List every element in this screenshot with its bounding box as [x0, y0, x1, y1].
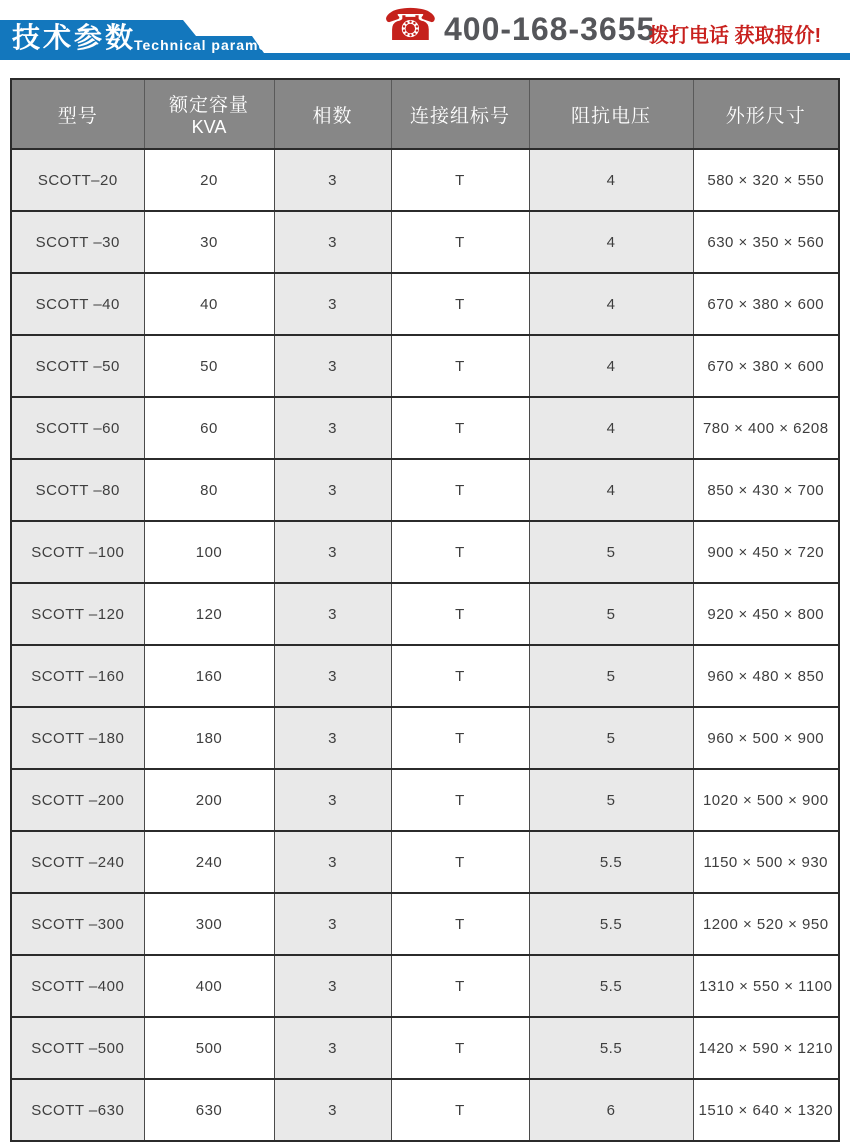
cell-connection: T: [391, 149, 529, 211]
cell-dimensions: 920 × 450 × 800: [693, 583, 839, 645]
cell-kva: 120: [144, 583, 274, 645]
table-row: [11, 831, 839, 893]
cell-phases: 3: [274, 211, 391, 273]
cell-model: SCOTT –100: [11, 521, 144, 583]
cell-impedance: 5.5: [529, 831, 693, 893]
spec-table-header: [11, 79, 839, 149]
spec-table: [10, 78, 840, 1142]
cell-connection: T: [391, 583, 529, 645]
cell-phases: 3: [274, 459, 391, 521]
cell-connection: T: [391, 335, 529, 397]
spec-table-body: [11, 149, 839, 1141]
cell-kva: 400: [144, 955, 274, 1017]
cell-model: SCOTT –160: [11, 645, 144, 707]
table-row: [11, 893, 839, 955]
cell-model: SCOTT –500: [11, 1017, 144, 1079]
cell-phases: 3: [274, 583, 391, 645]
cell-impedance: 5: [529, 769, 693, 831]
cell-impedance: 4: [529, 149, 693, 211]
cell-connection: T: [391, 273, 529, 335]
col-header-dimensions: 外形尺寸: [693, 79, 839, 149]
cell-model: SCOTT –80: [11, 459, 144, 521]
header-row: [11, 79, 839, 149]
cell-connection: T: [391, 893, 529, 955]
cell-dimensions: 670 × 380 × 600: [693, 273, 839, 335]
cell-dimensions: 1020 × 500 × 900: [693, 769, 839, 831]
cell-model: SCOTT–20: [11, 149, 144, 211]
cell-phases: 3: [274, 893, 391, 955]
table-row: [11, 1017, 839, 1079]
cell-dimensions: 1420 × 590 × 1210: [693, 1017, 839, 1079]
cell-impedance: 5: [529, 583, 693, 645]
cell-impedance: 5.5: [529, 955, 693, 1017]
cell-connection: T: [391, 769, 529, 831]
cell-model: SCOTT –300: [11, 893, 144, 955]
cell-model: SCOTT –630: [11, 1079, 144, 1141]
cell-kva: 50: [144, 335, 274, 397]
cell-kva: 500: [144, 1017, 274, 1079]
page-title: 技术参数: [12, 22, 137, 53]
cell-kva: 80: [144, 459, 274, 521]
table-row: [11, 1079, 839, 1141]
cell-phases: 3: [274, 707, 391, 769]
cell-connection: T: [391, 459, 529, 521]
cell-model: SCOTT –60: [11, 397, 144, 459]
cell-impedance: 4: [529, 335, 693, 397]
cell-phases: 3: [274, 955, 391, 1017]
cell-model: SCOTT –400: [11, 955, 144, 1017]
cell-kva: 20: [144, 149, 274, 211]
cell-dimensions: 1310 × 550 × 1100: [693, 955, 839, 1017]
cell-impedance: 5.5: [529, 893, 693, 955]
cell-phases: 3: [274, 149, 391, 211]
cell-phases: 3: [274, 1079, 391, 1141]
cell-kva: 160: [144, 645, 274, 707]
cell-phases: 3: [274, 769, 391, 831]
col-header-phases: 相数: [274, 79, 391, 149]
cell-kva: 630: [144, 1079, 274, 1141]
cell-kva: 240: [144, 831, 274, 893]
call-cta[interactable]: 拨打电话 获取报价!: [649, 25, 822, 47]
cell-connection: T: [391, 211, 529, 273]
cell-phases: 3: [274, 273, 391, 335]
table-row: [11, 459, 839, 521]
cell-dimensions: 670 × 380 × 600: [693, 335, 839, 397]
cell-connection: T: [391, 1079, 529, 1141]
cell-dimensions: 630 × 350 × 560: [693, 211, 839, 273]
cell-impedance: 5.5: [529, 1017, 693, 1079]
cell-kva: 180: [144, 707, 274, 769]
cell-impedance: 5: [529, 707, 693, 769]
cell-kva: 200: [144, 769, 274, 831]
cell-impedance: 4: [529, 211, 693, 273]
cell-phases: 3: [274, 521, 391, 583]
cell-dimensions: 960 × 500 × 900: [693, 707, 839, 769]
cell-model: SCOTT –240: [11, 831, 144, 893]
table-row: [11, 149, 839, 211]
cell-impedance: 6: [529, 1079, 693, 1141]
cell-dimensions: 1150 × 500 × 930: [693, 831, 839, 893]
cell-model: SCOTT –30: [11, 211, 144, 273]
table-row: [11, 645, 839, 707]
cell-model: SCOTT –180: [11, 707, 144, 769]
cell-kva: 60: [144, 397, 274, 459]
cell-kva: 100: [144, 521, 274, 583]
cell-kva: 30: [144, 211, 274, 273]
col-header-impedance: 阻抗电压: [529, 79, 693, 149]
cell-dimensions: 850 × 430 × 700: [693, 459, 839, 521]
table-row: [11, 521, 839, 583]
cell-connection: T: [391, 397, 529, 459]
cell-phases: 3: [274, 831, 391, 893]
cell-kva: 40: [144, 273, 274, 335]
cell-dimensions: 960 × 480 × 850: [693, 645, 839, 707]
cell-model: SCOTT –50: [11, 335, 144, 397]
table-row: [11, 397, 839, 459]
cell-connection: T: [391, 1017, 529, 1079]
cell-dimensions: 1200 × 520 × 950: [693, 893, 839, 955]
cell-phases: 3: [274, 397, 391, 459]
cell-model: SCOTT –120: [11, 583, 144, 645]
cell-kva: 300: [144, 893, 274, 955]
cell-connection: T: [391, 521, 529, 583]
cell-impedance: 5: [529, 645, 693, 707]
col-header-model: 型号: [11, 79, 144, 149]
cell-impedance: 4: [529, 397, 693, 459]
table-row: [11, 955, 839, 1017]
table-row: [11, 211, 839, 273]
cell-dimensions: 1510 × 640 × 1320: [693, 1079, 839, 1141]
cell-model: SCOTT –200: [11, 769, 144, 831]
cell-dimensions: 900 × 450 × 720: [693, 521, 839, 583]
table-row: [11, 583, 839, 645]
cell-dimensions: 580 × 320 × 550: [693, 149, 839, 211]
cell-phases: 3: [274, 645, 391, 707]
cell-connection: T: [391, 955, 529, 1017]
table-row: [11, 707, 839, 769]
hotline-number[interactable]: 400-168-3655: [444, 11, 656, 47]
cell-connection: T: [391, 831, 529, 893]
table-row: [11, 769, 839, 831]
cell-connection: T: [391, 645, 529, 707]
col-header-connection: 连接组标号: [391, 79, 529, 149]
phone-icon: ☎: [383, 1, 438, 50]
cell-impedance: 4: [529, 273, 693, 335]
cell-model: SCOTT –40: [11, 273, 144, 335]
cell-phases: 3: [274, 335, 391, 397]
table-row: [11, 273, 839, 335]
cell-impedance: 4: [529, 459, 693, 521]
col-header-capacity: 额定容量 KVA: [144, 79, 274, 149]
cell-impedance: 5: [529, 521, 693, 583]
cell-phases: 3: [274, 1017, 391, 1079]
page-subtitle: Technical parameter: [134, 37, 289, 53]
table-row: [11, 335, 839, 397]
cell-connection: T: [391, 707, 529, 769]
cell-dimensions: 780 × 400 × 6208: [693, 397, 839, 459]
